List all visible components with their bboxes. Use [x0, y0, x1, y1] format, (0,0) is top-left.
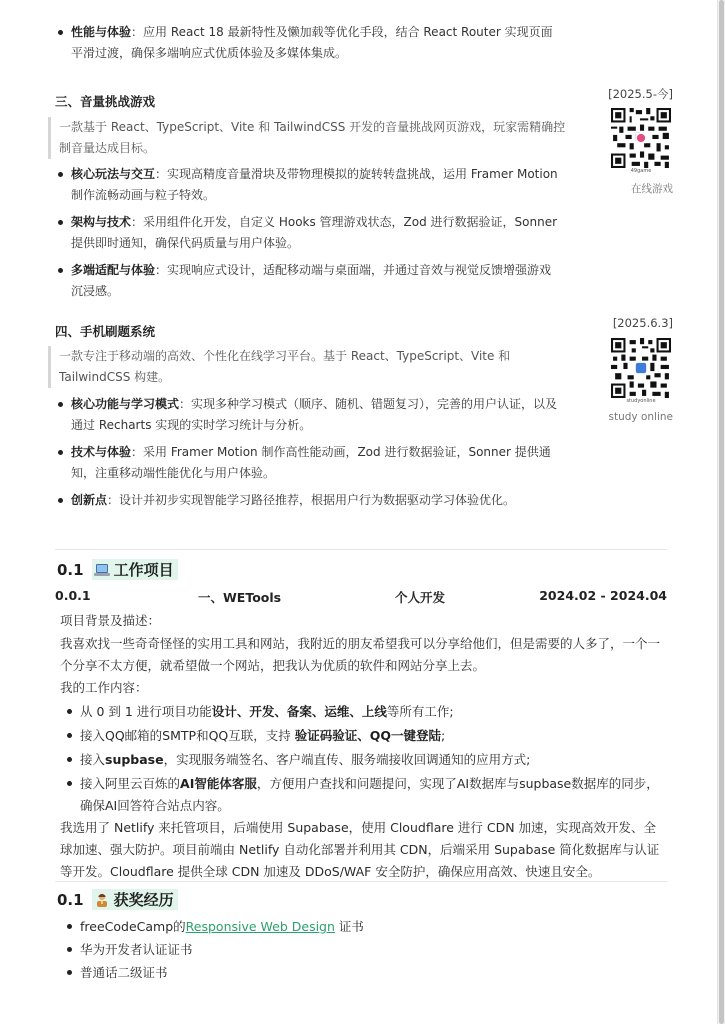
qr-caption: studyonline	[626, 398, 656, 404]
background-label: 项目背景及描述：	[60, 613, 161, 628]
section-number: 0.1	[57, 890, 84, 909]
project-date: 2024.02 - 2024.04	[539, 588, 667, 603]
list-item: 普通话二级证书	[64, 962, 664, 984]
work-summary: 我选用了 Netlify 来托管项目，后端使用 Supabase，使用 Cloudflare 进行 CDN 加速，实现高效开发、全球加速、强大防护。项目前端由 Netlify 自动化部署并利用其 CDN，后端采用 Supabase 简化数据库与认证等开发。Cloudflare 提供全球 CDN 加速及 DDoS/WAF 安全防护，确保应用高效、快速且安全。	[60, 820, 660, 879]
section-title: 获奖经历	[113, 891, 174, 909]
qr-code-icon[interactable]	[611, 338, 671, 398]
content-label: 我的工作内容：	[60, 680, 148, 695]
section-title-highlight	[92, 889, 178, 910]
list-item: 性能与体验：应用 React 18 最新特性及懒加载等优化手段，结合 React Router 实现页面平滑过渡，确保多端响应式优质体验及多媒体集成。	[55, 22, 560, 64]
project-role: 个人开发	[395, 590, 446, 605]
list-item: 核心功能与学习模式：实现多种学习模式（顺序、随机、错题复习），完善的用户认证，以及通过 Recharts 实现的实时学习统计与分析。	[55, 394, 560, 436]
person-award-icon	[94, 893, 110, 907]
qr-link-label[interactable]: 在线游戏	[631, 183, 673, 195]
project-date: [2025.6.3]	[612, 316, 673, 330]
work-content-list	[64, 701, 664, 817]
list-item: 技术与体验：采用 Framer Motion 制作高性能动画，Zod 进行数据验证，Sonner 提供通知，注重移动端性能优化与用户体验。	[55, 442, 560, 484]
list-item: 接入阿里云百炼的AI智能体客服，方便用户查找和问题提问，实现了AI数据库与supbase数据库的同步，确保AI回答符合站点内容。	[64, 773, 664, 817]
list-item: 创新点：设计并初步实现智能学习路径推荐，根据用户行为数据驱动学习体验优化。	[55, 490, 560, 511]
section-title: 工作项目	[113, 561, 174, 579]
project-number: 0.0.1	[55, 588, 91, 603]
project-date: [2025.5-今]	[608, 87, 673, 101]
laptop-icon	[94, 563, 110, 577]
section-title-highlight	[92, 559, 178, 580]
list-item: freeCodeCamp的Responsive Web Design 证书	[64, 916, 664, 938]
list-item: 接入QQ邮箱的SMTP和QQ互联，支持 验证码验证、QQ一键登陆;	[64, 725, 664, 747]
project-bullet-list	[55, 164, 560, 302]
work-project-row	[55, 588, 667, 606]
project-intro: 一款基于 React、TypeScript、Vite 和 TailwindCSS 开发的音量挑战网页游戏，玩家需精确控制音量达成目标。	[48, 117, 574, 159]
qr-caption: 49game	[630, 168, 652, 174]
list-item: 架构与技术：采用组件化开发，自定义 Hooks 管理游戏状态，Zod 进行数据验证，Sonner 提供即时通知，确保代码质量与用户体验。	[55, 212, 560, 254]
list-item: 核心玩法与交互：实现高精度音量滑块及带物理模拟的旋转转盘挑战，运用 Framer Motion 制作流畅动画与粒子特效。	[55, 164, 560, 206]
list-item: 华为开发者认证证书	[64, 939, 664, 961]
section-divider	[55, 881, 667, 882]
awards-list	[64, 916, 664, 984]
list-item: 从 0 到 1 进行项目功能设计、开发、备案、运维、上线等所有工作;	[64, 701, 664, 723]
scrollbar-track[interactable]	[717, 0, 725, 1024]
project-name: 一、WETools	[198, 590, 282, 605]
section-heading-work	[57, 559, 178, 580]
list-item: 接入supbase，实现服务端签名、客户端直传、服务端接收回调通知的应用方式;	[64, 749, 664, 771]
section-number: 0.1	[57, 560, 84, 579]
project-bullet-list	[55, 394, 560, 511]
qr-link-label[interactable]: study online	[608, 411, 673, 423]
project3-bullet-list	[55, 22, 560, 64]
project-intro: 一款专注于移动端的高效、个性化在线学习平台。基于 React、TypeScript、Vite 和 TailwindCSS 构建。	[48, 346, 574, 388]
project-title-quiz-system: 四、手机刷题系统	[55, 324, 156, 339]
section-divider	[55, 549, 667, 550]
certificate-link[interactable]: Responsive Web Design	[185, 919, 335, 934]
section-heading-awards	[57, 889, 178, 910]
qr-code-icon[interactable]	[611, 108, 671, 168]
scrollbar-thumb[interactable]	[719, 0, 724, 1024]
project-title-sound-game: 三、音量挑战游戏	[55, 94, 156, 109]
list-item: 多端适配与体验：实现响应式设计，适配移动端与桌面端，并通过音效与视觉反馈增强游戏沉浸感。	[55, 260, 560, 302]
background-text: 我喜欢找一些奇奇怪怪的实用工具和网站，我附近的朋友希望我可以分享给他们，但是需要的人多了，一个一个分享不太方便，就希望做一个网站，把我认为优质的软件和网站分享上去。	[60, 636, 661, 673]
